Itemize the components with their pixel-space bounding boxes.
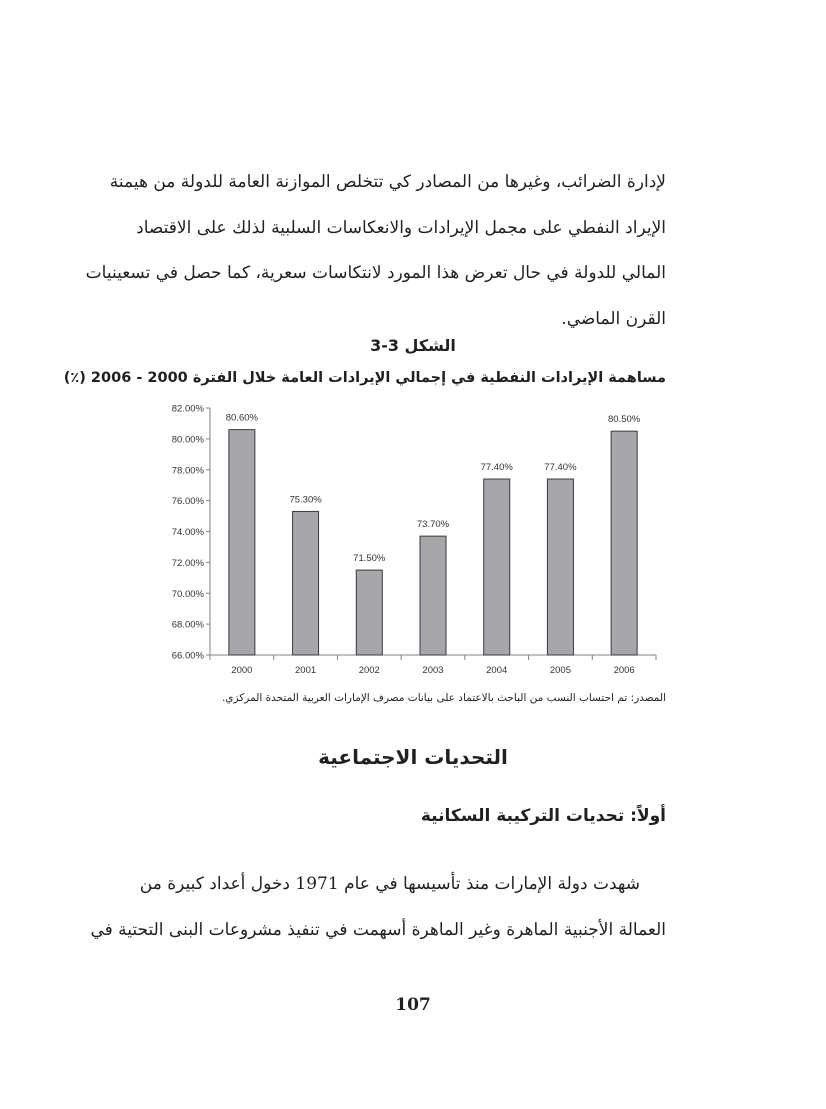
figure-title: مساهمة الإيرادات النفطية في إجمالي الإيرادات العامة خلال الفترة 2000 - 2006 (٪): [63, 370, 666, 386]
bar-2002: [356, 570, 382, 655]
bar-2004: [484, 479, 510, 655]
page-number: 107: [395, 995, 431, 1015]
data-label-2001: 75.30%: [289, 494, 322, 506]
y-tick-label: 74.00%: [171, 527, 204, 538]
bar-2000: [229, 430, 255, 655]
bar-2003: [420, 536, 446, 655]
data-label-2000: 80.60%: [225, 412, 258, 424]
x-tick-label-2000: 2000: [231, 665, 253, 676]
bar-2005: [547, 479, 573, 655]
data-label-2004: 77.40%: [480, 462, 513, 474]
y-tick-label: 72.00%: [171, 557, 204, 569]
x-tick-label-2002: 2002: [358, 665, 380, 676]
subsection-heading: أولاً: تحديات التركيبة السكانية: [420, 806, 666, 826]
y-tick-label: 70.00%: [171, 588, 204, 600]
bar-chart: [150, 396, 666, 686]
figure-label: الشكل 3-3: [370, 336, 456, 355]
data-label-2003: 73.70%: [416, 519, 450, 531]
y-tick-label: 78.00%: [171, 465, 204, 477]
y-tick-label: 66.00%: [171, 650, 204, 662]
paragraph-line: العمالة الأجنبية الماهرة وغير الماهرة أسهمت في تنفيذ مشروعات البنى التحتية في: [90, 919, 666, 940]
body-paragraph: [85, 160, 666, 342]
x-tick-label-2006: 2006: [613, 665, 635, 676]
x-tick-label-2005: 2005: [549, 665, 571, 676]
bar-2006: [611, 431, 637, 655]
data-label-2002: 71.50%: [353, 553, 386, 565]
section-heading: التحديات الاجتماعية: [318, 745, 508, 769]
body-paragraph-2: [90, 862, 666, 953]
bar-2001: [293, 511, 319, 655]
paragraph-line: لإدارة الضرائب، وغيرها من المصادر كي تتخلص الموازنة العامة للدولة من هيمنة: [109, 172, 666, 192]
x-tick-label-2001: 2001: [295, 665, 317, 676]
paragraph-line: القرن الماضي.: [561, 308, 666, 329]
y-tick-label: 76.00%: [171, 496, 204, 508]
data-label-2006: 80.50%: [608, 414, 641, 426]
x-tick-label-2003: 2003: [422, 665, 444, 676]
y-tick-label: 80.00%: [171, 434, 204, 446]
y-tick-label: 82.00%: [171, 403, 204, 415]
x-tick-label-2004: 2004: [486, 665, 508, 676]
paragraph-line: الإيراد النفطي على مجمل الإيرادات والانعكاسات السلبية لذلك على الاقتصاد: [136, 217, 666, 238]
paragraph-line: شهدت دولة الإمارات منذ تأسيسها في عام 1971 دخول أعداد كبيرة من: [139, 874, 640, 894]
paragraph-line: المالي للدولة في حال تعرض هذا المورد لانتكاسات سعرية، كما حصل في تسعينيات: [85, 263, 666, 283]
y-tick-label: 68.00%: [171, 619, 204, 631]
data-label-2005: 77.40%: [544, 462, 577, 474]
figure-source: المصدر: تم احتساب النسب من الباحث بالاعتماد على بيانات مصرف الإمارات العربية المتحدة المركزي.: [221, 692, 666, 704]
